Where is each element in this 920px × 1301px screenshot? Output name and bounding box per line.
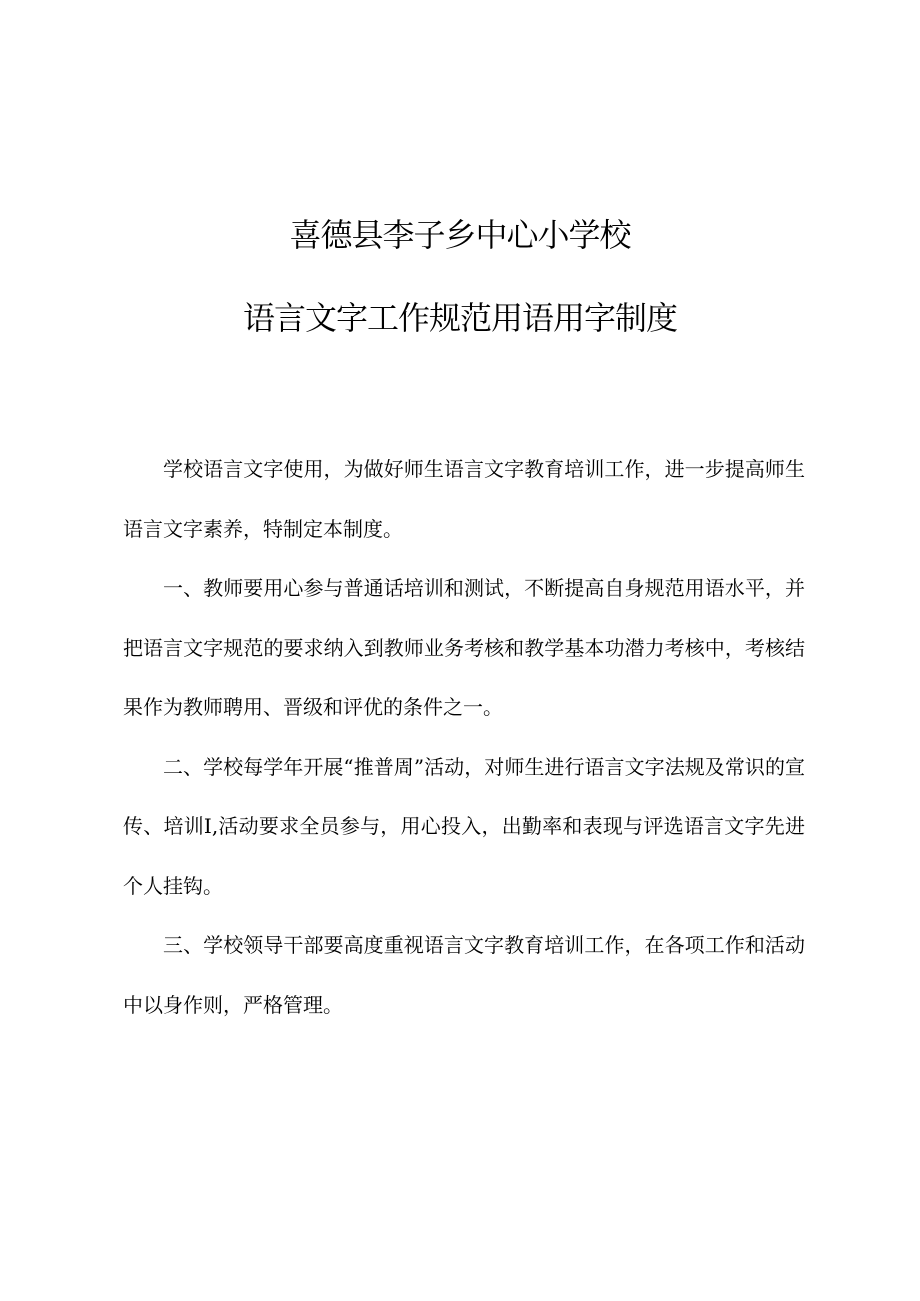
document-body [123, 440, 805, 1035]
rule-one-paragraph: 一、教师要用心参与普通话培训和测试，不断提高自身规范用语水平，并把语言文字规范的要求纳入到教师业务考核和教学基本功潜力考核中，考核结果作为教师聘用、晋级和评优的条件之一。 [123, 576, 805, 719]
rule-two-paragraph: 二、学校每学年开展“推普周”活动，对师生进行语言文字法规及常识的宣传、培训I,活动要求全员参与，用心投入，出勤率和表现与评选语言文字先进个人挂钩。 [123, 754, 805, 898]
regulation-title: 语言文字工作规范用语用字制度 [242, 299, 677, 337]
intro-paragraph: 学校语言文字使用，为做好师生语言文字教育培训工作，进一步提高师生语言文字素养，特制定本制度。 [123, 457, 805, 541]
rule-three-paragraph: 三、学校领导干部要高度重视语言文字教育培训工作，在各项工作和活动中以身作则，严格管理。 [123, 933, 805, 1017]
school-name-title: 喜德县李子乡中心小学校 [289, 216, 631, 254]
